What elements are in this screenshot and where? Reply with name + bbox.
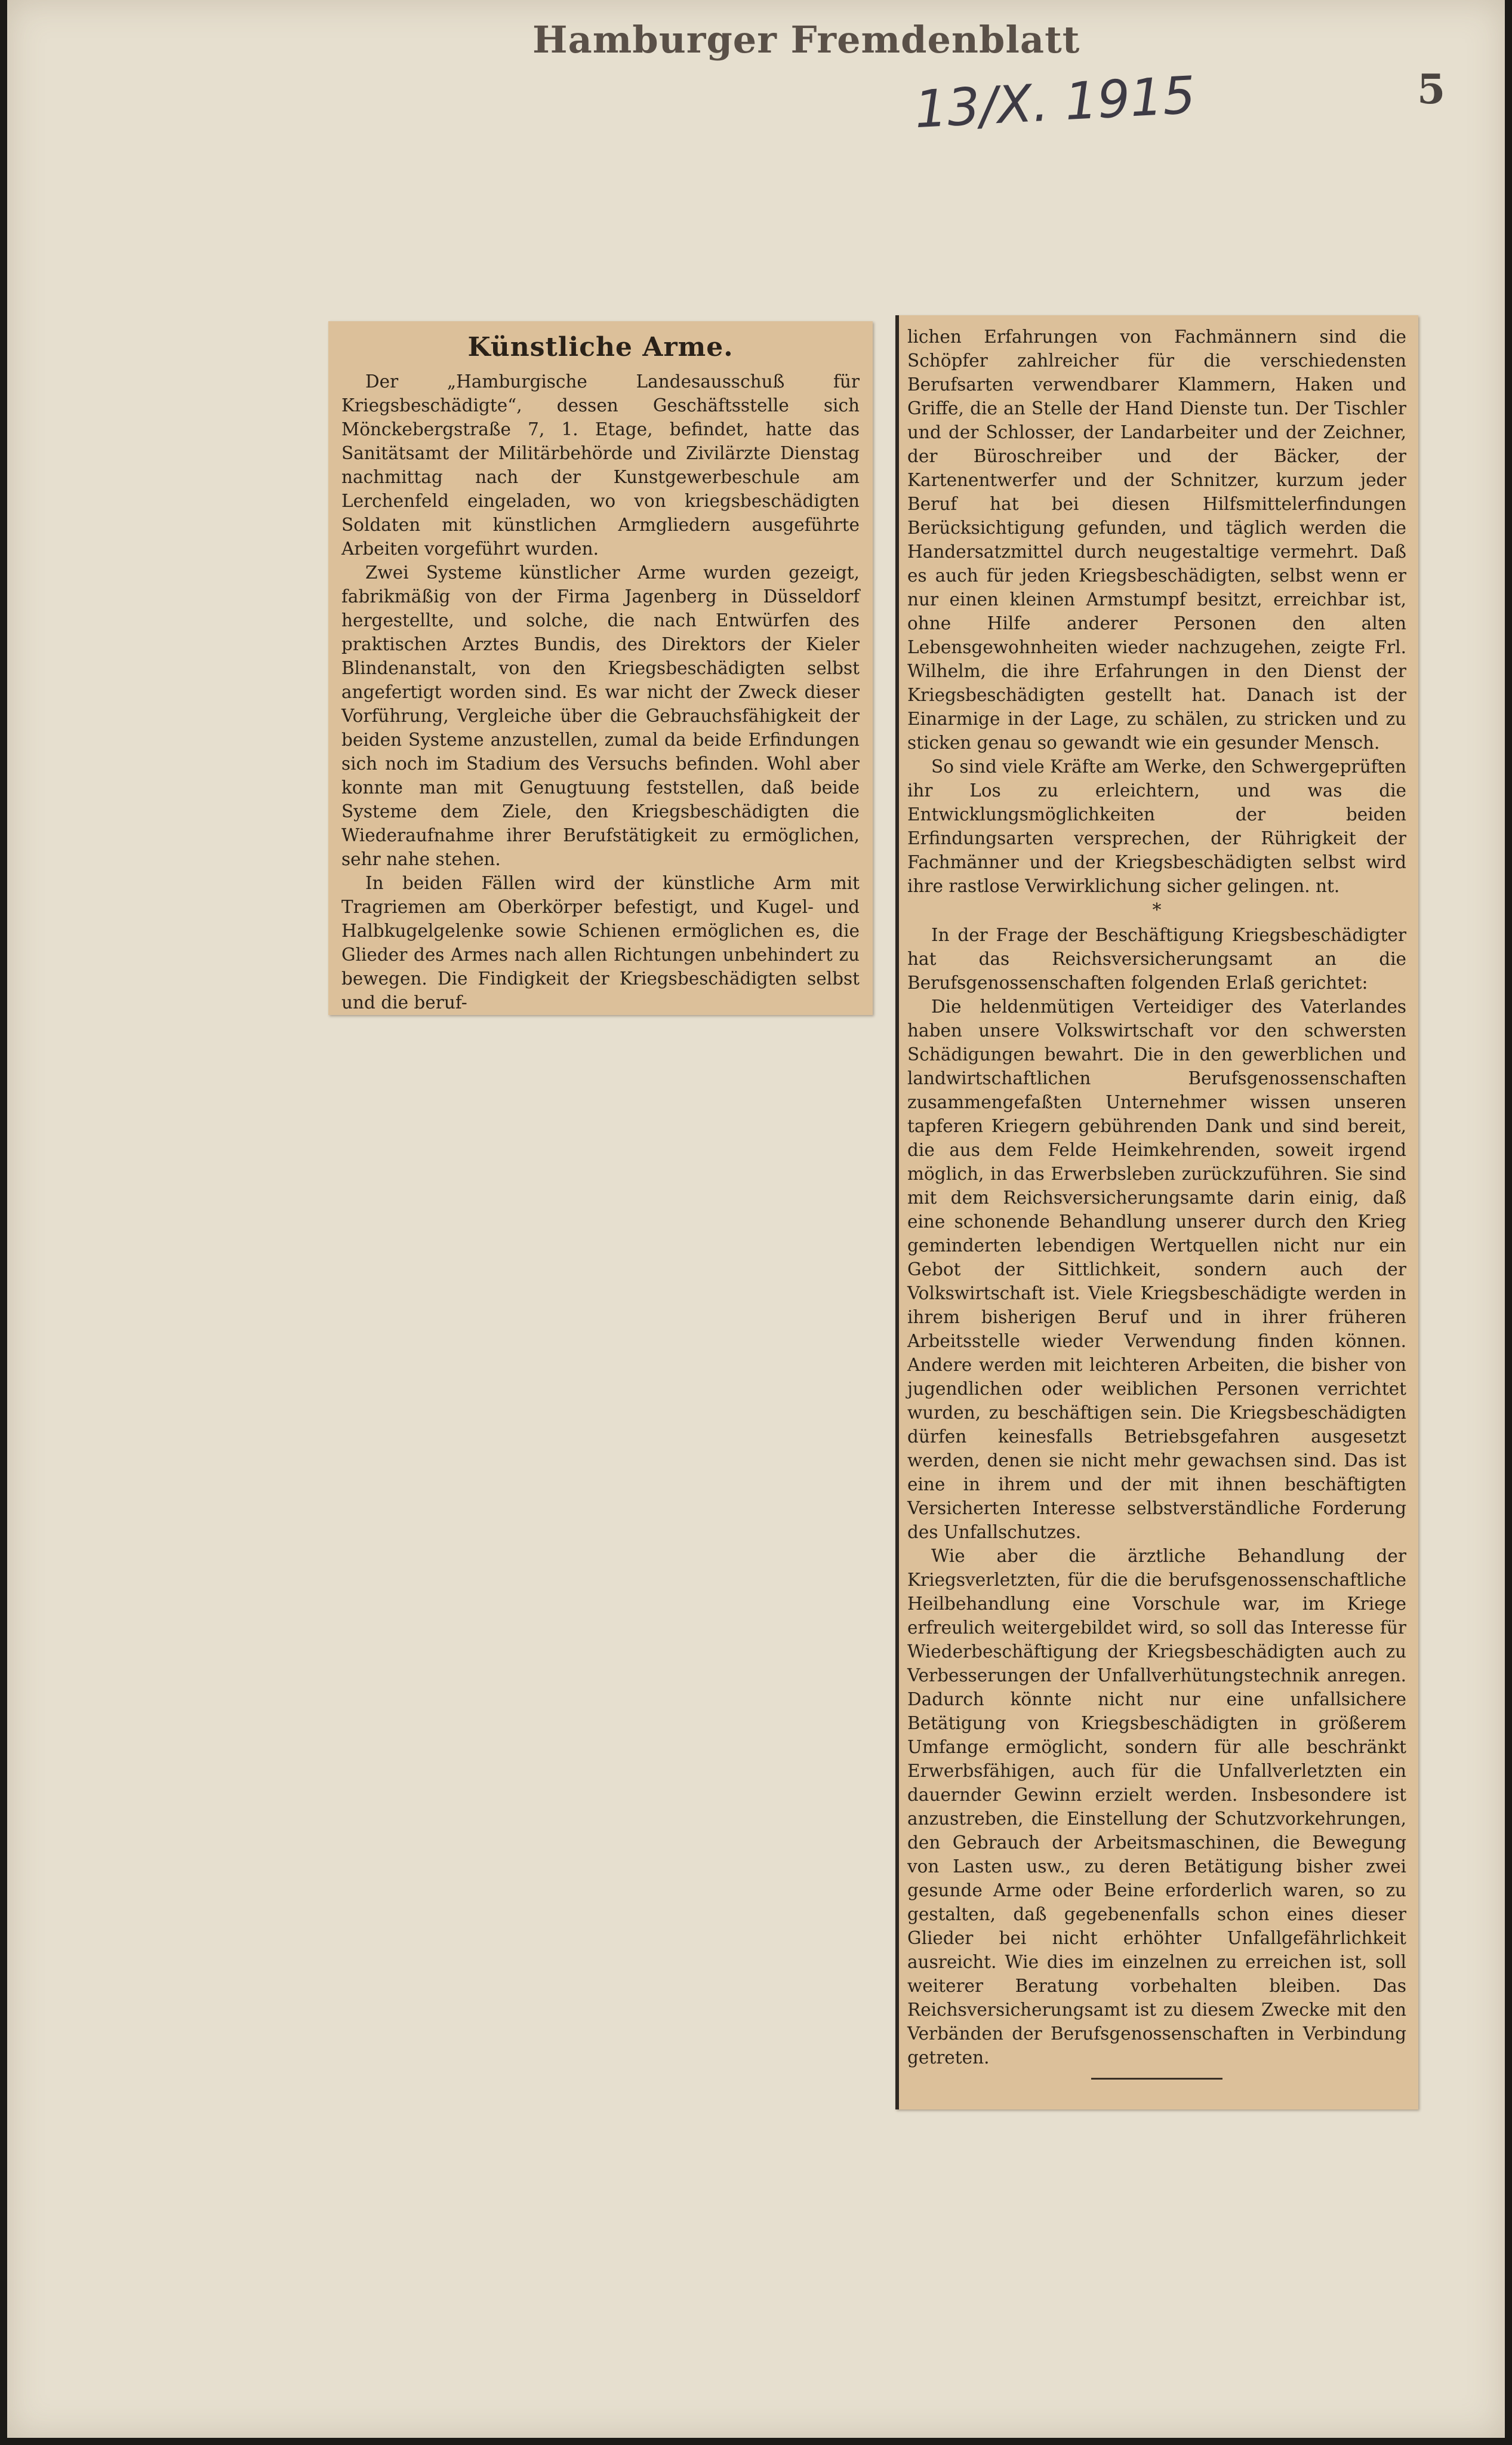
article-title: Künstliche Arme.: [467, 332, 734, 362]
article-paragraph: Die heldenmütigen Verteidiger des Vaterlandes haben unsere Volkswirtschaft vor den schwersten Schädigungen bewahrt. Die in den gewerblichen und landwirtschaftlichen Berufsgenossenschaften zusammengefaßten Unternehmer wissen unseren tapferen Kriegern gebührenden Dank und sind bereit, die aus dem Felde Heimkehrenden, soweit irgend möglich, in das Erwerbsleben zurückzuführen. Sie sind mit dem Reichsversicherungsamte darin einig, daß eine schonende Behandlung unserer durch den Krieg geminderten lebendigen Wertquellen nicht nur ein Gebot der Sittlichkeit, sondern auch der Volkswirtschaft ist. Viele Kriegsbeschädigte werden in ihrem bisherigen Beruf und in ihrer früheren Arbeitsstelle wieder Verwendung finden können. Andere werden mit leichteren Arbeiten, die bisher von jugendlichen oder weiblichen Personen verrichtet wurden, zu beschäftigen sein. Die Kriegsbeschädigten dürfen keinesfalls Betriebsgefahren ausgesetzt werden, denen sie nicht mehr gewachsen sind. Das ist eine in ihrem und der mit ihnen beschäftigten Versicherten Interesse selbstverständliche Forderung des Unfallschutzes.: [907, 997, 1406, 1542]
clipping-left-column: [328, 321, 873, 1015]
clipping-right-column: [895, 315, 1418, 2109]
end-rule: [1091, 2078, 1222, 2080]
article-paragraph: So sind viele Kräfte am Werke, den Schwergeprüften ihr Los zu erleichtern, und was die Entwicklungsmöglichkeiten der beiden Erfindungsarten versprechen, der Rührigkeit der Fachmänner und der Kriegsbeschädigten selbst wird ihre rastlose Verwirklichung sicher gelingen. nt.: [907, 756, 1406, 896]
article-paragraph: Der „Hamburgische Landesausschuß für Kriegsbeschädigte“, dessen Geschäftsstelle sich Mönckebergstraße 7, 1. Etage, befindet, hatte das Sanitätsamt der Militärbehörde und Zivilärzte Dienstag nachmittag nach der Kunstgewerbeschule am Lerchenfeld eingeladen, wo von kriegsbeschädigten Soldaten mit künstlichen Armgliedern ausgeführte Arbeiten vorgeführt wurden.: [341, 371, 860, 559]
section-separator: *: [1152, 900, 1162, 921]
article-paragraph: Zwei Systeme künstlicher Arme wurden gezeigt, fabrikmäßig von der Firma Jagenberg in Düsseldorf hergestellte, und solche, die nach Entwürfen des praktischen Arztes Bundis, des Direktors der Kieler Blindenanstalt, von den Kriegsbeschädigten selbst angefertigt worden sind. Es war nicht der Zweck dieser Vorführung, Vergleiche über die Gebrauchsfähigkeit der beiden Systeme anzustellen, zumal da beide Erfindungen sich noch im Stadium des Versuchs befinden. Wohl aber konnte man mit Genugtuung feststellen, daß beide Systeme dem Ziele, den Kriegsbeschädigten die Wiederaufnahme ihrer Berufstätigkeit zu ermöglichen, sehr nahe stehen.: [341, 562, 860, 869]
article-paragraph: Wie aber die ärztliche Behandlung der Kriegsverletzten, für die die berufsgenossenschaftliche Heilbehandlung eine Vorschule war, im Kriege erfreulich weitergebildet wird, so soll das Interesse für Wiederbeschäftigung der Kriegsbeschädigten auch zu Verbesserungen der Unfallverhütungstechnik anregen. Dadurch könnte nicht nur eine unfallsichere Betätigung von Kriegsbeschädigten in größerem Umfange ermöglicht, sondern für alle beschränkt Erwerbsfähigen, auch für die Unfallverletzten ein dauernder Gewinn erzielt werden. Insbesondere ist anzustreben, die Einstellung der Schutzvorkehrungen, den Gebrauch der Arbeitsmaschinen, die Bewegung von Lasten usw., zu deren Betätigung bisher zwei gesunde Arme oder Beine erforderlich waren, so zu gestalten, daß gegebenenfalls schon eines dieser Glieder bei nicht erhöhter Unfallgefährlichkeit ausreicht. Wie dies im einzelnen zu erreichen ist, soll weiterer Beratung vorbehalten bleiben. Das Reichsversicherungsamt ist zu diesem Zwecke mit den Verbänden der Berufsgenossenschaften in Verbindung getreten.: [907, 1546, 1406, 2068]
page-number: 5: [1417, 66, 1446, 113]
handwritten-date: 13/X. 1915: [913, 65, 1197, 140]
article-paragraph: lichen Erfahrungen von Fachmännern sind die Schöpfer zahlreicher für die verschiedensten Berufsarten verwendbarer Klammern, Haken und Griffe, die an Stelle der Hand Dienste tun. Der Tischler und der Schlosser, der Landarbeiter und der Zeichner, der Büroschreiber und der Bäcker, der Kartenentwerfer und der Schnitzer, kurzum jeder Beruf hat bei diesen Hilfsmittelerfindungen Berücksichtigung gefunden, und täglich werden die Handersatzmittel durch neugestaltige vermehrt. Daß es auch für jeden Kriegsbeschädigten, selbst wenn er nur einen kleinen Armstumpf besitzt, erreichbar ist, ohne Hilfe anderer Personen den alten Lebensgewohnheiten wieder nachzugehen, zeigte Frl. Wilhelm, die ihre Erfahrungen in den Dienst der Kriegsbeschädigten gestellt hat. Danach ist der Einarmige in der Lage, zu schälen, zu stricken und zu sticken genau so gewandt wie ein gesunder Mensch.: [907, 327, 1406, 753]
article-paragraph: In beiden Fällen wird der künstliche Arm mit Tragriemen am Oberkörper befestigt, und Kugel- und Halbkugelgelenke sowie Schienen ermöglichen es, die Glieder des Armes nach allen Richtungen unbehindert zu bewegen. Die Findigkeit der Kriegsbeschädigten selbst und die beruf-: [341, 873, 860, 1013]
scrapbook-page: [7, 0, 1505, 2438]
article-paragraph: In der Frage der Beschäftigung Kriegsbeschädigter hat das Reichsversicherungsamt an die Berufsgenossenschaften folgenden Erlaß gerichtet:: [907, 925, 1406, 993]
newspaper-masthead: Hamburger Fremdenblatt: [532, 18, 1080, 61]
